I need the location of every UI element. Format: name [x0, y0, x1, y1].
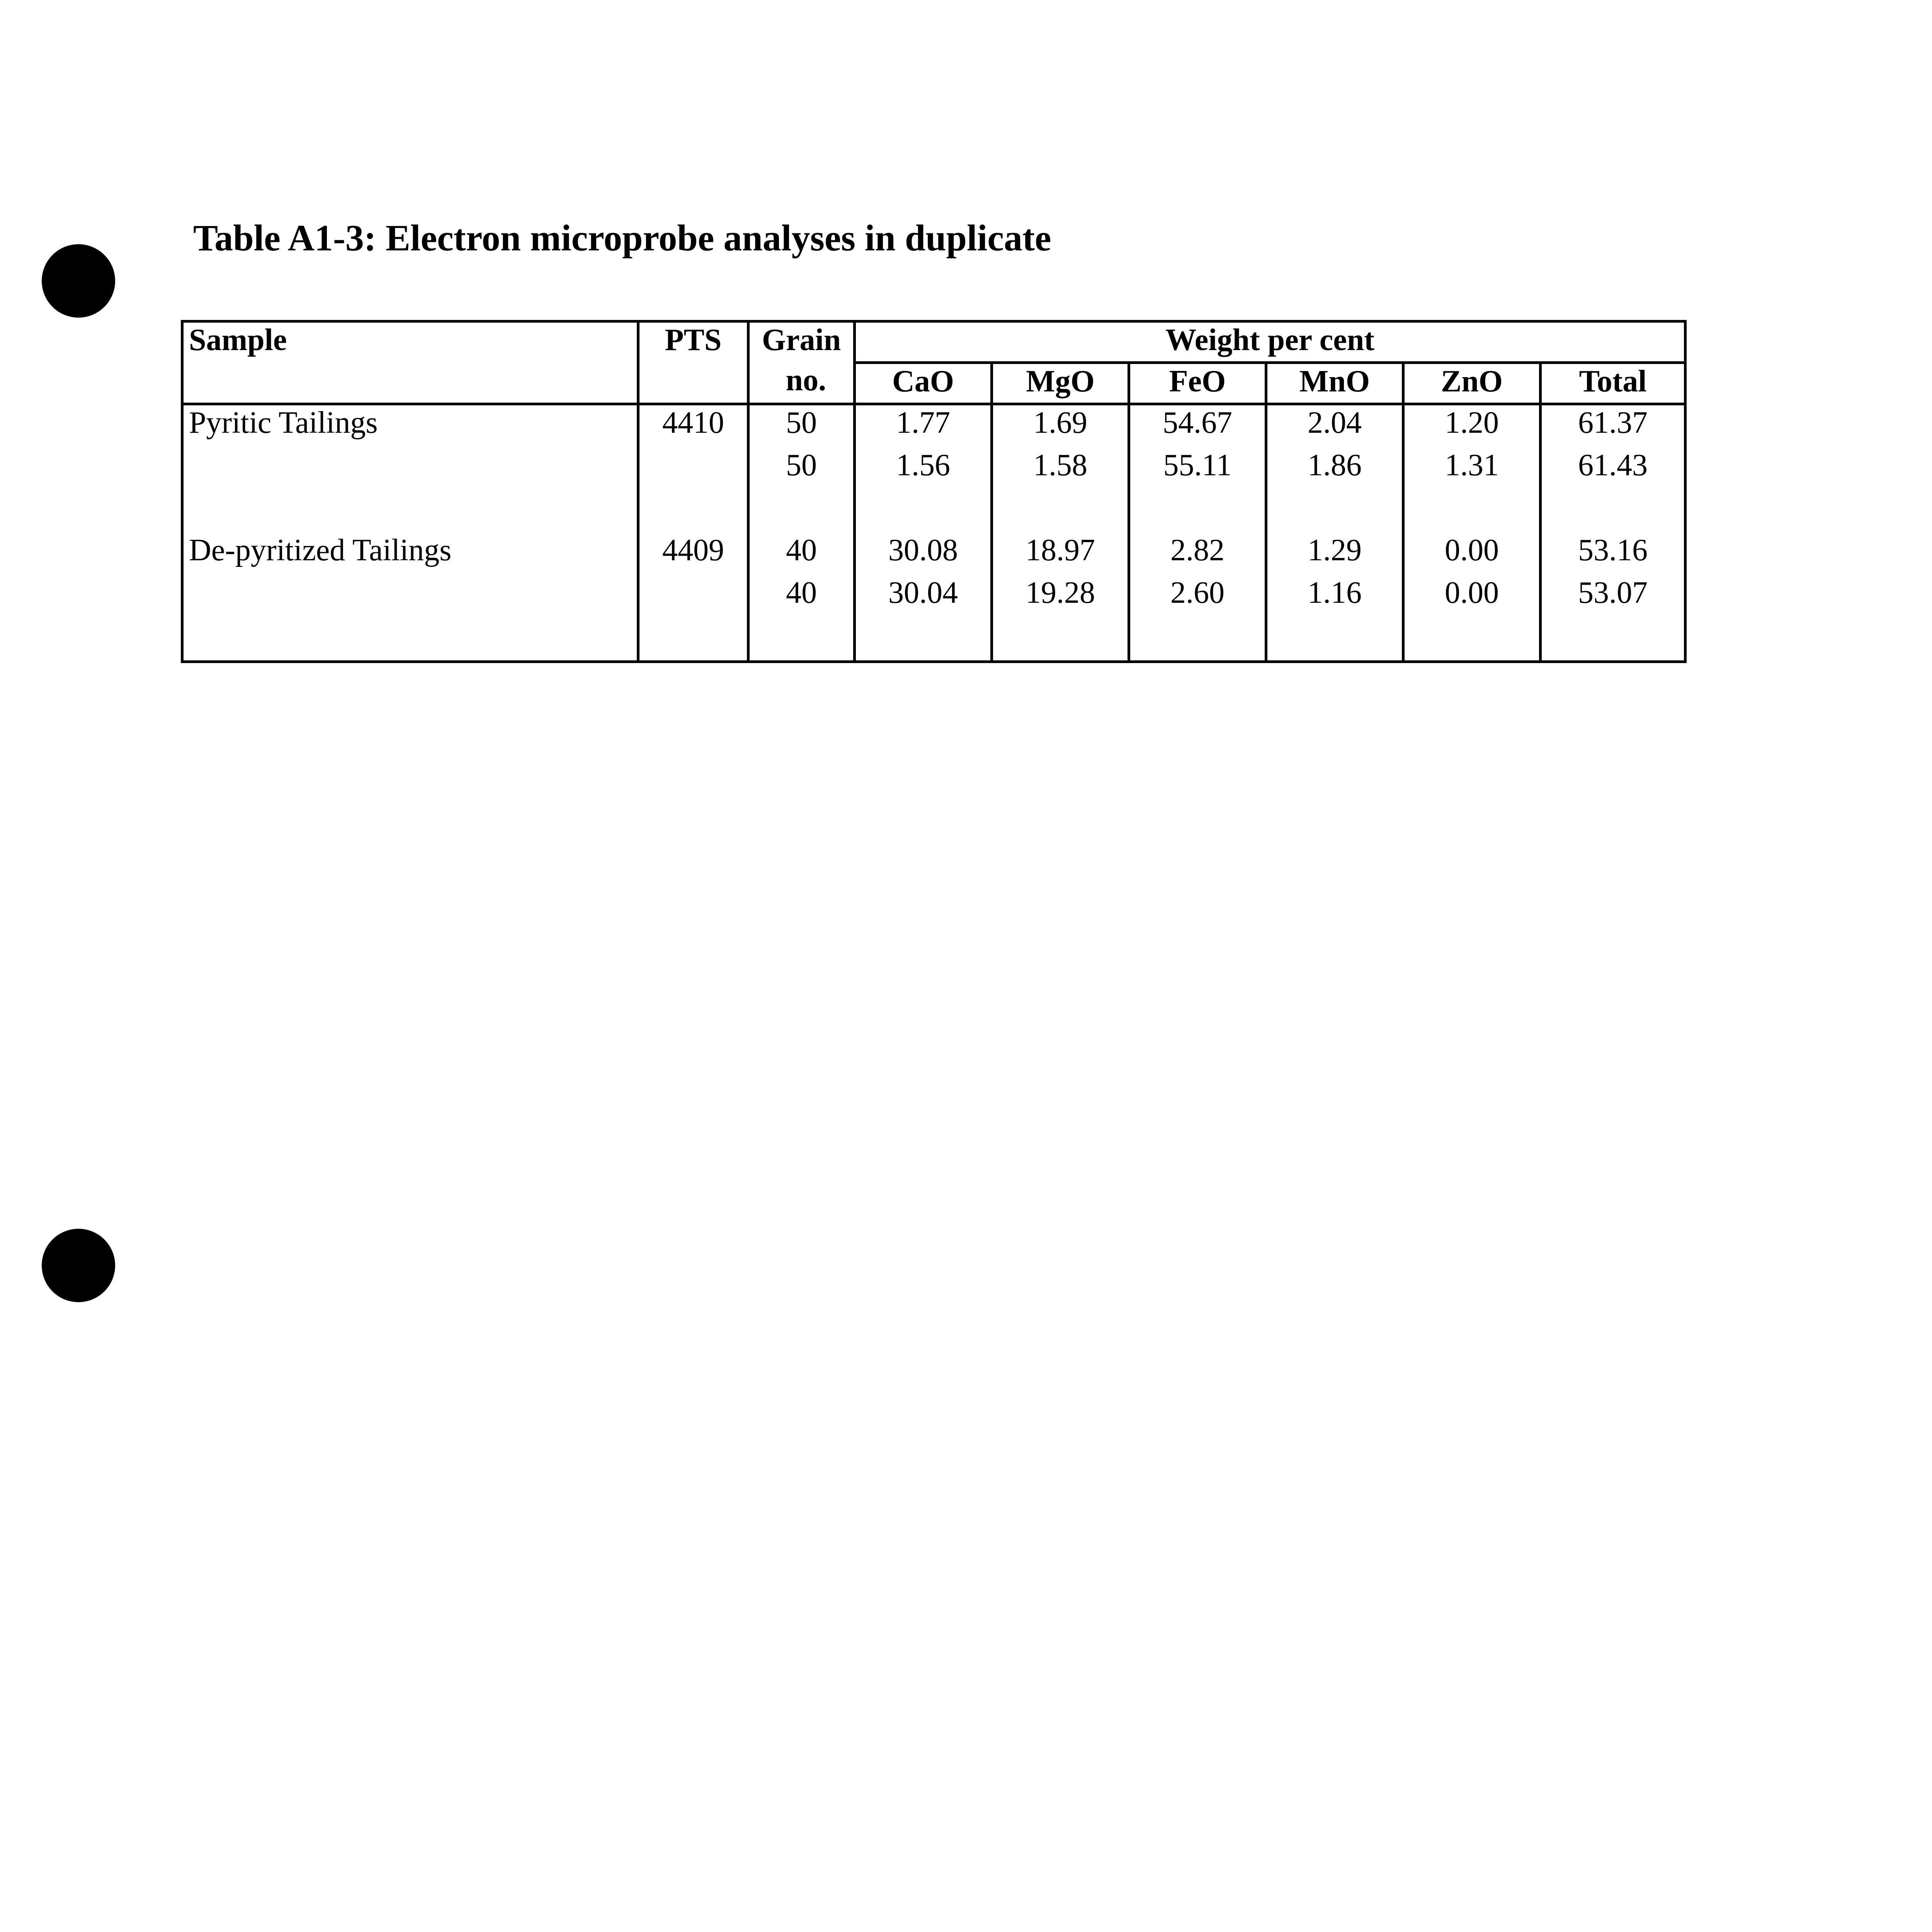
col-header-grain-no: no.: [748, 363, 855, 404]
cell-zno: 0.00: [1403, 533, 1541, 575]
cell-zno: 0.00: [1403, 575, 1541, 662]
cell-grain: 50: [748, 448, 855, 490]
cell-cao: 1.56: [855, 448, 992, 490]
cell-feo: 55.11: [1129, 448, 1266, 490]
cell-pts: [638, 575, 748, 662]
cell-cao: 30.04: [855, 575, 992, 662]
cell-grain: 50: [748, 404, 855, 448]
cell-total: 53.16: [1541, 533, 1685, 575]
cell-zno: 1.31: [1403, 448, 1541, 490]
header-row-bottom: [182, 363, 1685, 404]
cell-sample: De-pyritized Tailings: [182, 533, 638, 575]
table-row: [182, 448, 1685, 490]
col-header-sample: Sample: [182, 321, 638, 363]
cell-total: 61.43: [1541, 448, 1685, 490]
col-header-pts-blank: [638, 363, 748, 404]
cell-mgo: 19.28: [992, 575, 1129, 662]
cell-mgo: 18.97: [992, 533, 1129, 575]
cell-cao: 30.08: [855, 533, 992, 575]
cell-mno: 1.86: [1266, 448, 1403, 490]
cell-mno: 1.16: [1266, 575, 1403, 662]
cell-sample: [182, 448, 638, 490]
punch-hole-top: [42, 244, 115, 318]
cell-mgo: 1.58: [992, 448, 1129, 490]
table-title: Table A1-3: Electron microprobe analyses in duplicate: [193, 217, 1051, 259]
header-row-top: [182, 321, 1685, 363]
cell-grain: 40: [748, 575, 855, 662]
cell-sample: [182, 575, 638, 662]
cell-sample: Pyritic Tailings: [182, 404, 638, 448]
col-header-weight-group: Weight per cent: [855, 321, 1685, 363]
col-header-total: Total: [1541, 363, 1685, 404]
cell-feo: 2.82: [1129, 533, 1266, 575]
cell-total: 53.07: [1541, 575, 1685, 662]
col-header-pts: PTS: [638, 321, 748, 363]
cell-grain: 40: [748, 533, 855, 575]
cell-pts: 4410: [638, 404, 748, 448]
table-spacer-row: [182, 490, 1685, 533]
col-header-sample-blank: [182, 363, 638, 404]
punch-hole-middle: [42, 1229, 115, 1302]
col-header-cao: CaO: [855, 363, 992, 404]
cell-pts: 4409: [638, 533, 748, 575]
cell-feo: 54.67: [1129, 404, 1266, 448]
cell-zno: 1.20: [1403, 404, 1541, 448]
cell-total: 61.37: [1541, 404, 1685, 448]
col-header-mgo: MgO: [992, 363, 1129, 404]
cell-mno: 2.04: [1266, 404, 1403, 448]
col-header-feo: FeO: [1129, 363, 1266, 404]
cell-feo: 2.60: [1129, 575, 1266, 662]
table-row: [182, 533, 1685, 575]
cell-cao: 1.77: [855, 404, 992, 448]
col-header-mno: MnO: [1266, 363, 1403, 404]
table-row: [182, 404, 1685, 448]
cell-mno: 1.29: [1266, 533, 1403, 575]
cell-mgo: 1.69: [992, 404, 1129, 448]
col-header-zno: ZnO: [1403, 363, 1541, 404]
microprobe-table: [181, 320, 1687, 663]
cell-pts: [638, 448, 748, 490]
table-row: [182, 575, 1685, 662]
col-header-grain: Grain: [748, 321, 855, 363]
